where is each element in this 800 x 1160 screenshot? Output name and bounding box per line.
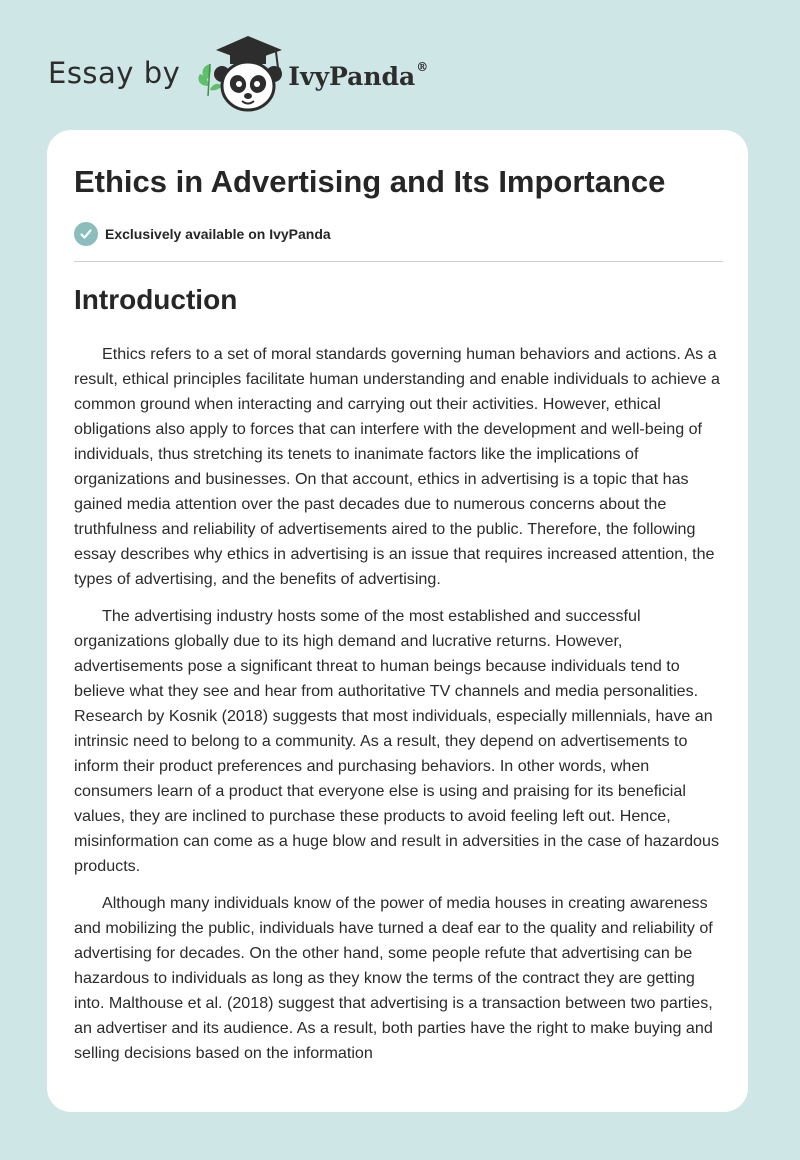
essay-by-label: Essay by	[48, 56, 181, 90]
check-icon	[74, 222, 98, 246]
section-heading: Introduction	[74, 284, 238, 315]
exclusive-badge-text: Exclusively available on IvyPanda	[105, 226, 331, 242]
registered-mark: ®	[416, 60, 429, 75]
essay-body	[74, 342, 723, 1078]
divider	[74, 261, 723, 262]
site-header	[48, 30, 428, 116]
paragraph: Although many individuals know of the power of media houses in creating awareness and mobilizing the public, individuals have turned a deaf ear to the quality and reliability of advertising for decades. On the other hand, some people refute that advertising can be hazardous to individuals as long as they know the terms of the contract they are getting into. Malthouse et al. (2018) suggest that advertising is a transaction between two parties, an advertiser and its audience. As a result, both parties have the right to make buying and selling decisions based on the information	[74, 894, 713, 1062]
essay-title: Ethics in Advertising and Its Importance	[74, 164, 666, 199]
essay-card	[47, 130, 748, 1112]
paragraph: The advertising industry hosts some of the most established and successful organizations globally due to its high demand and lucrative returns. However, advertisements pose a significant threat to human beings because individuals tend to believe what they see and hear from authoritative TV channels and media personalities. Research by Kosnik (2018) suggests that most individuals, especially millennials, have an intrinsic need to belong to a community. As a result, they depend on advertisements to inform their product preferences and purchasing behaviors. In other words, when consumers learn of a product that everyone else is using and praising for its beneficial values, they are inclined to purchase these products to avoid feeling left out. Hence, misinformation can come as a huge blow and result in adversities in the case of hazardous products.	[74, 607, 719, 875]
exclusive-badge	[74, 222, 331, 246]
panda-logo-icon[interactable]	[194, 30, 286, 116]
brand-name[interactable]: IvyPanda®	[288, 60, 429, 91]
paragraph: Ethics refers to a set of moral standards governing human behaviors and actions. As a result, ethical principles facilitate human understanding and enable individuals to achieve a common ground when interacting and carrying out their activities. However, ethical obligations also apply to forces that can interfere with the development and well-being of individuals, thus stretching its tenets to inanimate factors like the implications of organizations and businesses. On that account, ethics in advertising is a topic that has gained media attention over the past decades due to numerous concerns about the truthfulness and reliability of advertisements aired to the public. Therefore, the following essay describes why ethics in advertising is an issue that requires increased attention, the types of advertising, and the benefits of advertising.	[74, 345, 720, 588]
